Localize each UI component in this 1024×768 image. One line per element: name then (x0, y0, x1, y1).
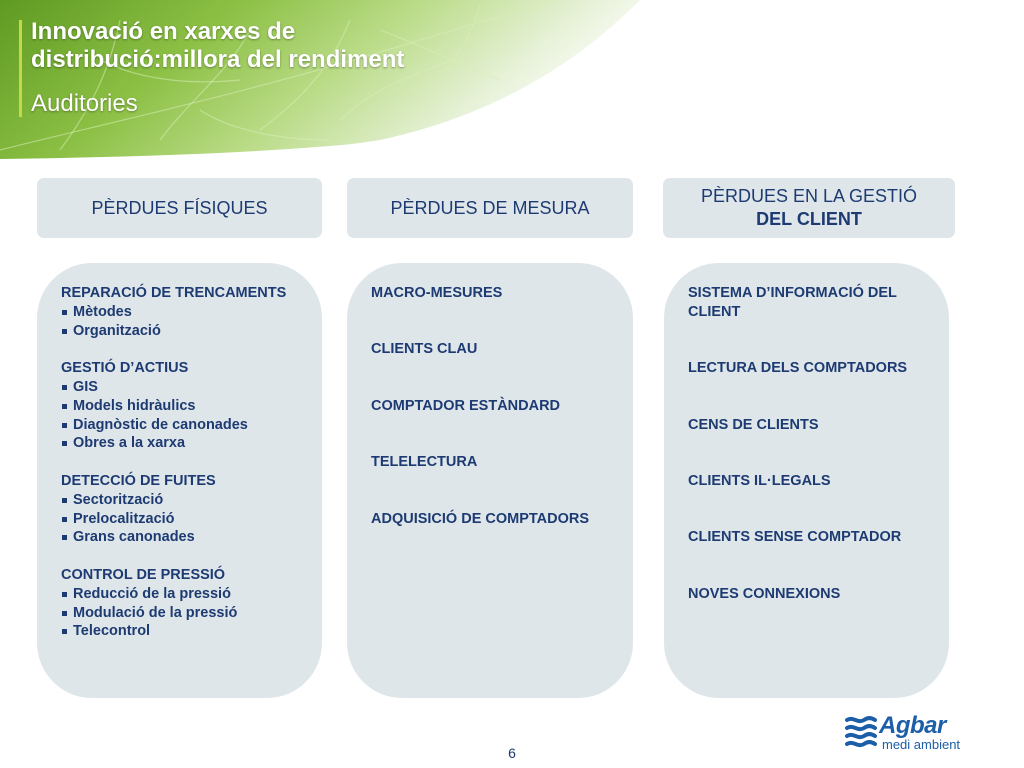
group-title: GESTIÓ D’ACTIUS (61, 360, 189, 377)
list-item: MACRO-MESURES (371, 285, 503, 301)
list-item: Models hidràulics (61, 397, 316, 416)
list-item: Reducció de la pressió (61, 585, 316, 604)
list-item: NOVES CONNEXIONS (688, 585, 841, 602)
list-item: GIS (61, 378, 316, 397)
list-item: CLIENTS IL·LEGALS (688, 472, 831, 489)
group-title: CONTROL DE PRESSIÓ (61, 566, 226, 583)
list-item: Diagnòstic de canonades (61, 416, 316, 435)
list-item: SISTEMA D’INFORMACIÓ DEL CLIENT (688, 285, 897, 320)
list-item: Mètodes (61, 303, 316, 322)
list-item: COMPTADOR ESTÀNDARD (371, 397, 561, 414)
list-item: Organització (61, 322, 316, 341)
heading-client-management-line1: PÈRDUES EN LA GESTIÓ (700, 186, 918, 206)
slide-title: Innovació en xarxes de distribució:millora del rendiment (31, 18, 405, 73)
list-item: Sectorització (61, 491, 316, 510)
group-title: REPARACIÓ DE TRENCAMENTS (61, 285, 287, 301)
list-item: Obres a la xarxa (61, 434, 316, 453)
list-item: CENS DE CLIENTS (688, 416, 819, 433)
logo-name: Agbar (879, 712, 946, 739)
list-item: Grans canonades (61, 528, 316, 547)
agbar-wave-icon (844, 714, 878, 748)
list-item: Prelocalització (61, 510, 316, 529)
heading-physical-losses-label: PÈRDUES FÍSIQUES (91, 197, 268, 218)
physical-losses-content (61, 284, 316, 641)
title-accent-bar (19, 20, 22, 117)
agbar-logo (844, 714, 1014, 754)
slide-subtitle: Auditories (31, 90, 138, 117)
list-item: Telecontrol (61, 622, 316, 641)
list-item: LECTURA DELS COMPTADORS (688, 360, 908, 377)
group-list (61, 303, 316, 341)
group-list (61, 378, 316, 453)
measurement-losses-content (371, 284, 626, 566)
heading-client-management-line2: DEL CLIENT (756, 209, 862, 229)
list-item: CLIENTS SENSE COMPTADOR (688, 529, 902, 546)
list-item: TELELECTURA (371, 454, 478, 471)
heading-measurement-losses-label: PÈRDUES DE MESURA (390, 197, 590, 218)
group-list (61, 491, 316, 547)
group-list (61, 585, 316, 641)
list-item: Modulació de la pressió (61, 604, 316, 623)
heading-measurement-losses (347, 178, 633, 238)
list-item: ADQUISICIÓ DE COMPTADORS (371, 510, 590, 527)
logo-tagline: medi ambient (882, 737, 961, 752)
client-management-losses-content (688, 284, 938, 641)
header-banner (0, 0, 1024, 175)
list-item: CLIENTS CLAU (371, 341, 478, 358)
group-title: DETECCIÓ DE FUITES (61, 472, 216, 489)
page-number: 6 (508, 745, 516, 761)
heading-physical-losses (37, 178, 322, 238)
heading-client-management-losses (663, 178, 955, 238)
